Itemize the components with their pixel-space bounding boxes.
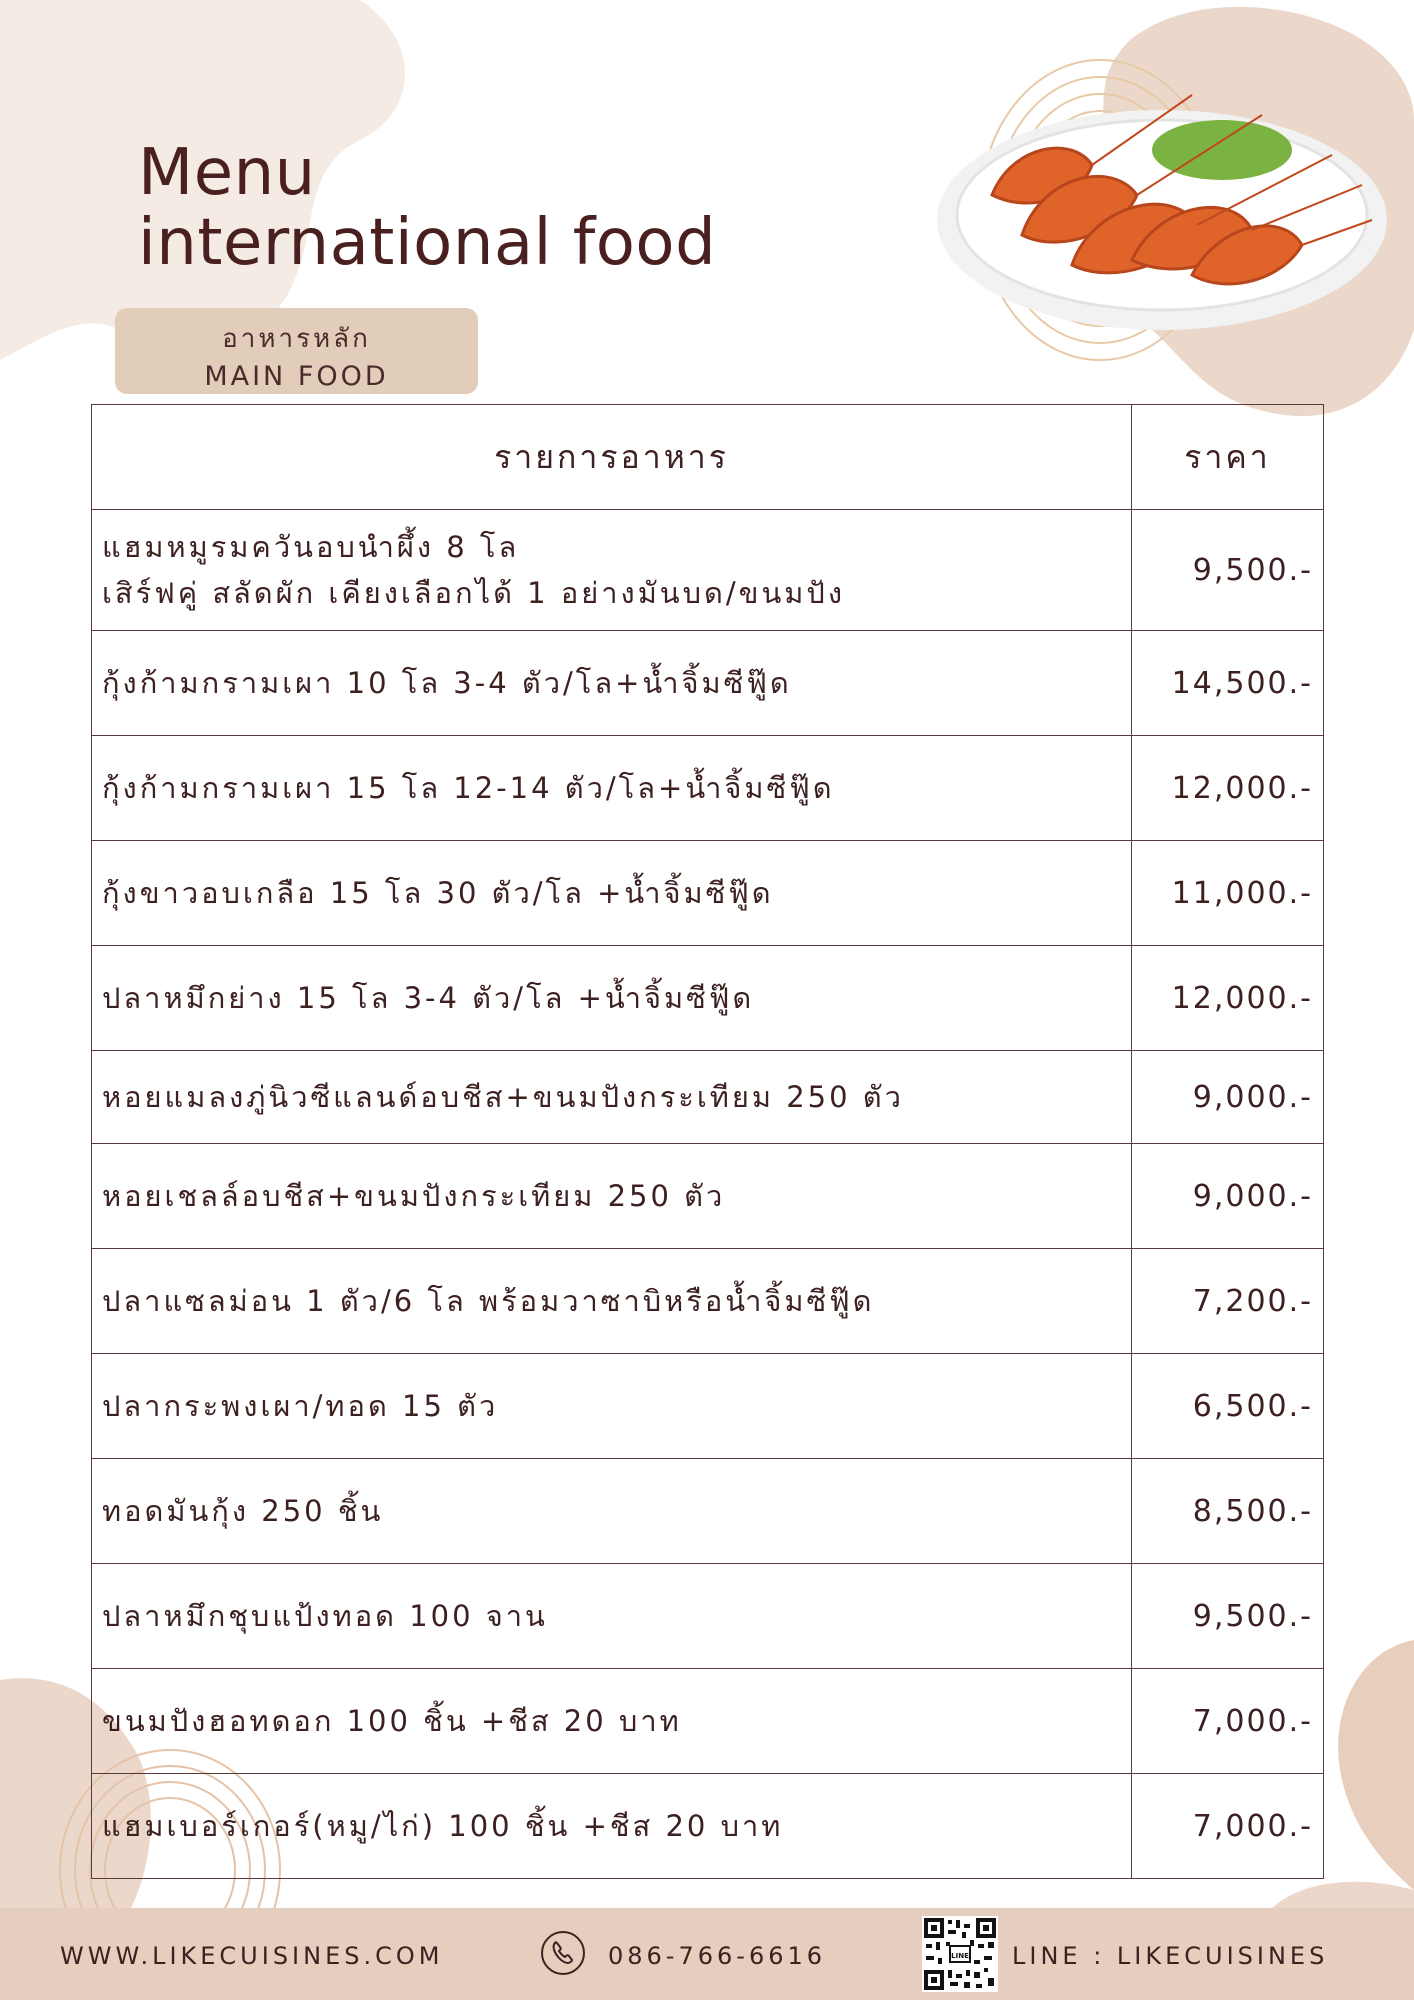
table-row: [92, 631, 1324, 736]
table-header-row: [92, 405, 1324, 510]
menu-item-price: 12,000.-: [1132, 946, 1324, 1051]
qr-code-icon[interactable]: [922, 1916, 998, 1992]
menu-item-name-line2: เสิร์ฟคู่ สลัดผัก เคียงเลือกได้ 1 อย่างมันบด/ขนมปัง: [102, 576, 845, 610]
table-row: [92, 510, 1324, 631]
title-line-2: international food: [138, 206, 717, 280]
menu-item-price: 9,000.-: [1132, 1051, 1324, 1144]
menu-item-name: ปลาหมึกย่าง 15 โล 3-4 ตัว/โล +น้ำจิ้มซีฟู๊ด: [92, 946, 1132, 1051]
table-row: [92, 1669, 1324, 1774]
column-header-price: ราคา: [1132, 405, 1324, 510]
column-header-item: รายการอาหาร: [92, 405, 1132, 510]
menu-item-price: 11,000.-: [1132, 841, 1324, 946]
menu-item-name: หอยเชลล์อบชีส+ขนมปังกระเทียม 250 ตัว: [92, 1144, 1132, 1249]
menu-item-name: กุ้งขาวอบเกลือ 15 โล 30 ตัว/โล +น้ำจิ้มซีฟู๊ด: [92, 841, 1132, 946]
menu-item-name: ปลาแซลม่อน 1 ตัว/6 โล พร้อมวาซาบิหรือน้ำจิ้มซีฟู๊ด: [92, 1249, 1132, 1354]
website-link[interactable]: WWW.LIKECUISINES.COM: [60, 1942, 444, 1970]
menu-item-name: ปลาหมึกชุบแป้งทอด 100 จาน: [92, 1564, 1132, 1669]
table-row: [92, 841, 1324, 946]
table-row: [92, 1051, 1324, 1144]
menu-item-price: 9,500.-: [1132, 510, 1324, 631]
table-row: [92, 1354, 1324, 1459]
section-title-english: MAIN FOOD: [204, 361, 389, 392]
menu-item-price: 7,000.-: [1132, 1774, 1324, 1879]
menu-item-price: 7,000.-: [1132, 1669, 1324, 1774]
menu-item-name: ปลากระพงเผา/ทอด 15 ตัว: [92, 1354, 1132, 1459]
title-line-1: Menu: [138, 136, 316, 210]
phone-number[interactable]: 086-766-6616: [608, 1942, 827, 1970]
footer-bar: [0, 1908, 1414, 2000]
table-row: [92, 1774, 1324, 1879]
table-row: [92, 1144, 1324, 1249]
menu-item-name: ทอดมันกุ้ง 250 ชิ้น: [92, 1459, 1132, 1564]
menu-item-name-line1: แฮมหมูรมควันอบนำผึ้ง 8 โล: [102, 530, 520, 564]
table-row: [92, 1249, 1324, 1354]
table-row: [92, 1459, 1324, 1564]
menu-item-price: 9,000.-: [1132, 1144, 1324, 1249]
svg-text:LINE: LINE: [951, 1952, 969, 1960]
menu-item-name: กุ้งก้ามกรามเผา 15 โล 12-14 ตัว/โล+น้ำจิ้มซีฟู๊ด: [92, 736, 1132, 841]
menu-title: [138, 138, 716, 278]
table-row: [92, 736, 1324, 841]
menu-item-name: กุ้งก้ามกรามเผา 10 โล 3-4 ตัว/โล+น้ำจิ้มซีฟู๊ด: [92, 631, 1132, 736]
menu-table: [91, 404, 1324, 1879]
phone-icon: [540, 1930, 586, 1976]
line-account[interactable]: LINE : LIKECUISINES: [1012, 1942, 1329, 1970]
menu-item-price: 12,000.-: [1132, 736, 1324, 841]
menu-item-name: [92, 510, 1132, 631]
table-row: [92, 946, 1324, 1051]
menu-item-name: ขนมปังฮอทดอก 100 ชิ้น +ชีส 20 บาท: [92, 1669, 1132, 1774]
menu-item-price: 7,200.-: [1132, 1249, 1324, 1354]
menu-item-price: 6,500.-: [1132, 1354, 1324, 1459]
section-badge: [115, 308, 478, 394]
table-row: [92, 1564, 1324, 1669]
menu-item-name: แฮมเบอร์เกอร์(หมู/ไก่) 100 ชิ้น +ชีส 20 บาท: [92, 1774, 1132, 1879]
menu-item-price: 14,500.-: [1132, 631, 1324, 736]
menu-item-price: 8,500.-: [1132, 1459, 1324, 1564]
grilled-prawns-dish-image: [932, 55, 1392, 345]
section-title-thai: อาหารหลัก: [222, 324, 371, 354]
menu-item-name: หอยแมลงภู่นิวซีแลนด์อบชีส+ขนมปังกระเทียม 250 ตัว: [92, 1051, 1132, 1144]
menu-item-price: 9,500.-: [1132, 1564, 1324, 1669]
